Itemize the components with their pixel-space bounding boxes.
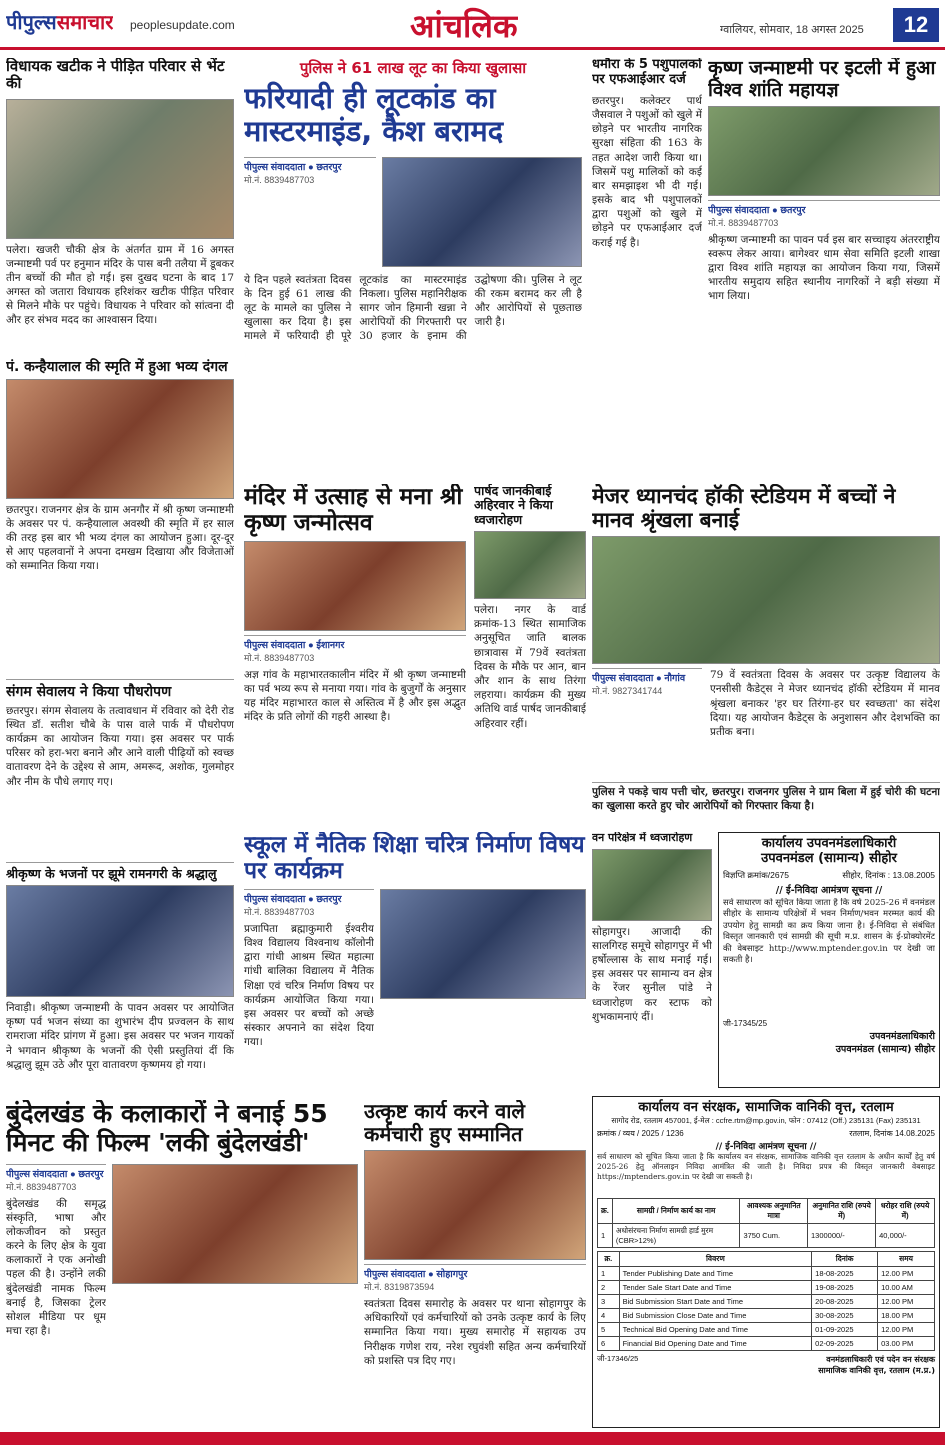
table-cell: 30-08-2025 xyxy=(812,1308,878,1322)
table-cell: 2 xyxy=(598,1280,620,1294)
story-photo xyxy=(6,885,234,997)
story-headline[interactable]: श्रीकृष्ण के भजनों पर झूमे रामनगरी के श्रद्धालु xyxy=(6,862,234,881)
story-headline[interactable]: स्कूल में नैतिक शिक्षा चरित्र निर्माण विषय पर कार्यक्रम xyxy=(244,832,585,885)
van-story xyxy=(592,832,712,1082)
story-headline[interactable]: कृष्ण जन्माष्टमी पर इटली में हुआ विश्व शांति महायज्ञ xyxy=(708,58,936,101)
mobile-number: मो.नं. 8319873594 xyxy=(364,1282,435,1292)
story-headline[interactable]: वन परिक्षेत्र में ध्वजारोहण xyxy=(592,832,693,844)
table-cell: 12.00 PM xyxy=(878,1322,935,1336)
notice-ref: विज्ञप्ति क्रमांक/2675 xyxy=(723,869,790,880)
byline: पीपुल्स संवाददाता ● ईशानगर xyxy=(244,635,466,651)
notice-subject: // ई-निविदा आमंत्रण सूचना // xyxy=(775,884,883,896)
table-cell: 10.00 AM xyxy=(878,1280,935,1294)
notice-body: सर्व साधारण को सूचित किया जाता है कि वर्ष 2025-26 में वनमंडल सीहोर के सामान्य परिक्षेत्रों में भवन निर्माण/भवन मरम्मत कार्य की उपयोग हेतु सामग्री का क्रय किया जाना है। ई-निविदा से संबंधित विस्तृत जानकारी एवं सामग्री की सूची म.प्र. शासन के ई-प्रोक्योरमेंट की वेबसाइट http://www.mptender.gov.in पर देखी जा सकती है। xyxy=(723,897,935,966)
table-cell: 12.00 PM xyxy=(878,1266,935,1280)
notice-subject: // ई-निविदा आमंत्रण सूचना // xyxy=(715,1141,817,1152)
story-body: अज्ञ गांव के महाभारतकालीन मंदिर में श्री कृष्ण जन्माष्टमी का पर्व भव्य रूप से मनाया गया। गांव के बुजुर्गों के अनुसार यह मंदिर महाभारत काल से अस्तित्व में है और इस अद्भुत मंदिर के प्रति लोगों की गहरी आस्था है। xyxy=(244,668,466,724)
story-body: निवाड़ी। श्रीकृष्ण जन्माष्टमी के पावन अवसर पर आयोजित कृष्ण पर्व भजन संध्या का शुभारंभ दीप प्रज्वलन के साथ रामराजा मंदिर प्रांगण में हुआ। इस अवसर पर भजन गायकों ने भगवान श्रीकृष्ण के भजनों की ऐसी प्रस्तुतियां दीं कि श्रद्धालु झूम उठे और पूरा वातावरण कृष्णमय हो गया। xyxy=(6,1002,234,1071)
byline: पीपुल्स संवाददाता ● छतरपुर xyxy=(244,889,374,905)
table-cell: 20-08-2025 xyxy=(812,1294,878,1308)
table-row xyxy=(598,1266,935,1280)
janki-story xyxy=(474,484,586,824)
table-header: क्र. xyxy=(598,1251,620,1266)
story-body: पलेरा। नगर के वार्ड क्रमांक-13 स्थित सामाजिक अनुसूचित जाति बालक छात्रावास में 79वें स्वतंत्रता दिवस के मौके पर आन, बान और शान के साथ तिरंगा लहराया। कार्यक्रम की मुख्य अतिथि वार्ड पार्षद जानकीबाई अहिरवार रहीं। xyxy=(474,604,586,730)
byline: पीपुल्स संवाददाता ● छतरपुर xyxy=(6,1164,106,1180)
notice-ref: क्रमांक / व्यय / 2025 / 1236 xyxy=(597,1128,684,1138)
table-cell: 19-08-2025 xyxy=(812,1280,878,1294)
notice-title: कार्यालय वन संरक्षक, सामाजिक वानिकी वृत्त, रतलाम xyxy=(638,1100,894,1115)
notice-body: सर्व साधारण को सूचित किया जाता है कि कार्यालय वन संरक्षक, सामाजिक वानिकी वृत्त रतलाम के अधीन कार्यों हेतु वर्ष 2025-26 हेतु ऑनलाइन निविदा आमंत्रित की जाती है। निविदा प्रपत्र की विस्तृत जानकारी वेबसाइट https://mptenders.gov.in पर देखी जा सकती है। xyxy=(597,1151,935,1182)
table-header: समय xyxy=(878,1251,935,1266)
bundelkhand-story xyxy=(6,1100,358,1430)
story-body: पलेरा। खजरी चौकी क्षेत्र के अंतर्गत ग्राम में 16 अगस्त जन्माष्टमी पर्व पर हनुमान मंदिर के पास बनी तलैया में डूबकर तीन बच्चों की मौत हो गई। इस दुखद घटना के बाद 17 अगस्त को जतारा विधायक हरिशंकर खटीक पीड़ित परिवार से मिलने मौके पर पहुंचे। विधायक ने परिवार को सांत्वना दी और हर संभव मदद का आश्वासन दिया। xyxy=(6,243,234,327)
karmachari-story xyxy=(364,1100,586,1430)
table-cell: 02-09-2025 xyxy=(812,1336,878,1350)
notice-sign: सामाजिक वानिकी वृत्त, रतलाम (म.प्र.) xyxy=(818,1365,935,1375)
story-body: ये दिन पहले स्वतंत्रता दिवस के दिन हुई 61 लाख की लूट के मामले का पुलिस ने खुलासा कर दिया है। इस मामले में फरियादी ही पूरे लूटकांड का मास्टरमाइंड निकला। पुलिस महानिरीक्षक सागर जोन हिमानी खन्ना ने आरोपियों की गिरफ्तारी पर 30 हजार के इनाम की उद्घोषणा की। पुलिस ने लूट की रकम बरामद कर ली है और आरोपियों से पूछताछ जारी है। xyxy=(244,273,582,343)
story-body: श्रीकृष्ण जन्माष्टमी का पावन पर्व इस बार सच्चाइय अंतरराष्ट्रीय स्वरूप लेकर आया। बागेश्वर धाम सेवा समिति इटली शाखा द्वारा विश्व शांति महायज्ञ का आयोजन किया गया, जिसमें भारतीय समुदाय सहित स्थानीय नागरिकों ने बड़ी संख्या में भाग लिया। xyxy=(708,233,940,303)
section-title: आंचलिक xyxy=(410,7,518,45)
story-headline[interactable]: धमौरा के 5 पशुपालकों पर एफआईआर दर्ज xyxy=(592,58,702,87)
table-row xyxy=(598,1336,935,1350)
story-body: 79 वें स्वतंत्रता दिवस के अवसर पर उत्कृष्ट विद्यालय के एनसीसी कैडेट्स ने मेजर ध्यानचंद हॉकी स्टेडियम में मानव श्रृंखला बनाकर 'हर घर तिरंगा-हर घर स्वच्छता' का संदेश दिया। यह आयोजन कैडेट्स के अनुशासन और देशभक्ति का प्रतीक बना। xyxy=(710,669,940,738)
table-cell: 03.00 PM xyxy=(878,1336,935,1350)
table-cell: अधोसंरचना निर्माण सामग्री हार्ड मुरम (CBR>12%) xyxy=(612,1223,740,1247)
tender-table xyxy=(597,1198,935,1248)
notice-date: सीहोर, दिनांक : 13.08.2005 xyxy=(842,869,935,880)
story-body: स्वतंत्रता दिवस समारोह के अवसर पर थाना सोहागपुर के अधिकारियों एवं कर्मचारियों को उनके उत्कृष्ट कार्य के लिए सम्मानित किया गया। मुख्य समारोह में सहायक उप निरीक्षक गणेश राय, नरेश रघुवंशी सहित अन्य कर्मचारियों को प्रशस्ति पत्र दिए गए। xyxy=(364,1298,586,1367)
story-kicker: पुलिस ने 61 लाख लूट का किया खुलासा xyxy=(299,59,527,77)
table-header: क्र. xyxy=(598,1198,613,1223)
mobile-number: मो.नं. 8839487703 xyxy=(244,652,315,663)
table-header: धरोहर राशि (रुपये में) xyxy=(876,1198,935,1223)
notice-subtitle: उपवनमंडल (सामान्य) सीहोर xyxy=(761,850,897,866)
story-body: बुंदेलखंड की समृद्ध संस्कृति, भाषा और लोकजीवन को प्रस्तुत करने के लिए क्षेत्र के युवा कलाकारों ने एक अनोखी पहल की है। उन्होंने लकी बुंदेलखंडी नामक फिल्म बनाई है, जिसका ट्रेलर सोशल मीडिया पर धूम मचा रहा है। xyxy=(6,1197,106,1338)
story-photo xyxy=(6,99,234,239)
table-header: सामग्री / निर्माण कार्य का नाम xyxy=(612,1198,740,1223)
dhamora-story xyxy=(592,58,702,478)
website-link[interactable]: peoplesupdate.com xyxy=(130,18,235,32)
table-cell: 18-08-2025 xyxy=(812,1266,878,1280)
table-row xyxy=(598,1322,935,1336)
table-cell: 3 xyxy=(598,1294,620,1308)
table-cell: 40,000/- xyxy=(876,1223,935,1247)
byline: पीपुल्स संवाददाता ● सोहागपुर xyxy=(364,1264,586,1280)
table-cell: 4 xyxy=(598,1308,620,1322)
table-cell: 1 xyxy=(598,1223,613,1247)
footer-bar xyxy=(0,1432,945,1445)
notice-job-no: जी-17346/25 xyxy=(597,1353,639,1363)
newspaper-logo[interactable]: पीपुल्ससमाचार xyxy=(6,10,114,34)
table-cell: 18.00 PM xyxy=(878,1308,935,1322)
table-cell: 3750 Cum. xyxy=(740,1223,808,1247)
story-headline[interactable]: फरियादी ही लूटकांड का मास्टरमाइंड, कैश बरामद xyxy=(244,81,504,149)
tender-notice-sehore xyxy=(718,832,940,1088)
notice-job-no: जी-17345/25 xyxy=(723,1018,768,1028)
table-row xyxy=(598,1223,935,1247)
story-body: प्रजापिता ब्रह्माकुमारी ईश्वरीय विश्व विद्यालय विश्वनाथ कॉलोनी द्वारा गांधी आश्रम स्थित महात्मा गांधी बालिका विद्यालय में नैतिक शिक्षा एवं चरित्र निर्माण विषय पर कार्यक्रम आयोजित किया गया। इस अवसर पर बच्चों को अच्छे संस्कार अपनाने का संदेश दिया गया। xyxy=(244,922,374,1049)
story-photo xyxy=(592,536,940,664)
story-photo xyxy=(112,1164,358,1284)
dateline: ग्वालियर, सोमवार, 18 अगस्त 2025 xyxy=(720,24,864,36)
table-row xyxy=(598,1280,935,1294)
mobile-number: मो.नं. 8839487703 xyxy=(244,906,315,917)
schedule-table xyxy=(597,1251,935,1351)
story-headline[interactable]: मेजर ध्यानचंद हॉकी स्टेडियम में बच्चों ने मानव श्रृंखला बनाई xyxy=(592,484,896,533)
table-cell: 1300000/- xyxy=(808,1223,876,1247)
story-headline[interactable]: विधायक खटीक ने पीड़ित परिवार से भेंट की xyxy=(6,58,225,93)
story-photo xyxy=(474,531,586,599)
story-headline[interactable]: मंदिर में उत्साह से मना श्री कृष्ण जन्मोत्सव xyxy=(244,484,463,537)
mandir-story xyxy=(244,484,466,824)
story-photo xyxy=(708,106,940,196)
story-body: छतरपुर। संगम सेवालय के तत्वावधान में रविवार को देरी रोड स्थित डॉ. सतीश चौबे के पास वाले पार्क में पौधरोपण कार्यक्रम का आयोजन किया गया। इस अवसर पर पार्क परिसर को हरा-भरा बनाने और आने वाली पीढ़ियों को स्वच्छ वातावरण देने के उद्देश्य से आम, अमरूद, अशोक, गुलमोहर और नीम के पौधे लगाए गए। xyxy=(6,704,234,788)
table-cell: 6 xyxy=(598,1336,620,1350)
table-cell: Tender Publishing Date and Time xyxy=(619,1266,812,1280)
table-cell: Bid Submission Start Date and Time xyxy=(619,1294,812,1308)
story-headline[interactable]: बुंदेलखंड के कलाकारों ने बनाई 55 मिनट की फिल्म 'लकी बुंदेलखंडी' xyxy=(6,1100,328,1157)
table-cell: 5 xyxy=(598,1322,620,1336)
byline: पीपुल्स संवाददाता ● छतरपुर xyxy=(708,200,940,216)
page-number: 12 xyxy=(893,8,939,42)
story-photo xyxy=(592,849,712,921)
table-row xyxy=(598,1294,935,1308)
story-headline[interactable]: पं. कन्हैयालाल की स्मृति में हुआ भव्य दंगल xyxy=(6,358,228,375)
story-body: छतरपुर। राजनगर क्षेत्र के ग्राम अनगौर में श्री कृष्ण जन्माष्टमी के अवसर पर पं. कन्हैयालाल अवस्थी की स्मृति में हर साल की तरह इस बार भी भव्य दंगल का आयोजन हुआ। दूर-दूर से आए पहलवानों ने अपना दमखम दिखाया और विजेताओं को सम्मानित किया गया। xyxy=(6,503,234,573)
story-headline[interactable]: उत्कृष्ट कार्य करने वाले कर्मचारी हुए सम्मानित xyxy=(364,1100,525,1146)
table-cell: Financial Bid Opening Date and Time xyxy=(619,1336,812,1350)
table-cell: 01-09-2025 xyxy=(812,1322,878,1336)
story-photo xyxy=(382,157,582,267)
mobile-number: मो.नं. 9827341744 xyxy=(592,686,663,697)
story-body: छतरपुर। कलेक्टर पार्थ जैसवाल ने पशुओं को खुले में छोड़ने पर भारतीय नागरिक सुरक्षा संहिता की 163 के तहत आदेश जारी किया था। जिसमें पशु मालिकों को कई बार समझाइश भी दी गई। इसके बाद भी पशुपालकों द्वारा पशुओं को खुले में छोड़ने पर एफआईआर दर्ज कराई गई है। xyxy=(592,94,702,249)
table-header: आवश्यक अनुमानित मात्रा xyxy=(740,1198,808,1223)
notice-address: सागोद रोड, रतलाम 457001, ई-मेल : ccfre.rtm@mp.gov.in, फोन : 07412 (Off.) 235131 (Fax) 235131 xyxy=(611,1115,921,1125)
hockey-story xyxy=(592,484,940,824)
tender-notice-ratlam xyxy=(592,1096,940,1428)
table-row xyxy=(598,1308,935,1322)
italy-story xyxy=(708,58,940,478)
table-header: दिनांक xyxy=(812,1251,878,1266)
masthead xyxy=(0,0,945,50)
story-photo xyxy=(380,889,586,999)
mobile-number: मो.नं. 8839487703 xyxy=(6,1181,77,1192)
table-cell: Technical Bid Opening Date and Time xyxy=(619,1322,812,1336)
byline: पीपुल्स संवाददाता ● नौगांव xyxy=(592,668,702,684)
notice-date: रतलाम, दिनांक 14.08.2025 xyxy=(849,1128,935,1138)
story-photo xyxy=(364,1150,586,1260)
story-headline[interactable]: पार्षद जानकीबाई अहिरवार ने किया ध्वजारोहण xyxy=(474,484,553,527)
notice-sign: वनमंडलाधिकारी एवं पदेन वन संरक्षक xyxy=(826,1354,935,1364)
mobile-number: मो.नं. 8839487703 xyxy=(708,217,779,228)
mobile-number: मो.नं. 8839487703 xyxy=(244,174,315,185)
story-photo xyxy=(244,541,466,631)
notice-title: कार्यालय उपवनमंडलाधिकारी xyxy=(761,836,897,851)
school-story xyxy=(244,832,586,1082)
notice-sign: उपवनमंडलाधिकारी xyxy=(869,1030,935,1042)
table-cell: 1 xyxy=(598,1266,620,1280)
story-headline[interactable]: संगम सेवालय ने किया पौधरोपण xyxy=(6,679,234,700)
story-body: सोहागपुर। आजादी की सालगिरह समूचे सोहागपुर में भी हर्षोल्लास के साथ मनाई गई। इस अवसर पर सामान्य वन क्षेत्र के रेंजर सुनील पांडे ने ध्वजारोहण कर स्टाफ को शुभकामनाएं दीं। xyxy=(592,925,712,1023)
news-brief: पुलिस ने पकड़े चाय पत्ती चोर, छतरपुर। राजनगर पुलिस ने ग्राम बिला में हुई चोरी की घटना का खुलासा करते हुए चोर आरोपियों को गिरफ्तार किया है। xyxy=(592,782,940,818)
byline: पीपुल्स संवाददाता ● छतरपुर xyxy=(244,157,376,173)
table-header: अनुमानित राशि (रुपये में) xyxy=(808,1198,876,1223)
notice-sign: उपवनमंडल (सामान्य) सीहोर xyxy=(835,1043,935,1055)
story-photo xyxy=(6,379,234,499)
table-cell: Bid Submission Close Date and Time xyxy=(619,1308,812,1322)
table-cell: Tender Sale Start Date and Time xyxy=(619,1280,812,1294)
table-header: विवरण xyxy=(619,1251,812,1266)
lead-story xyxy=(244,58,582,478)
table-cell: 12.00 PM xyxy=(878,1294,935,1308)
